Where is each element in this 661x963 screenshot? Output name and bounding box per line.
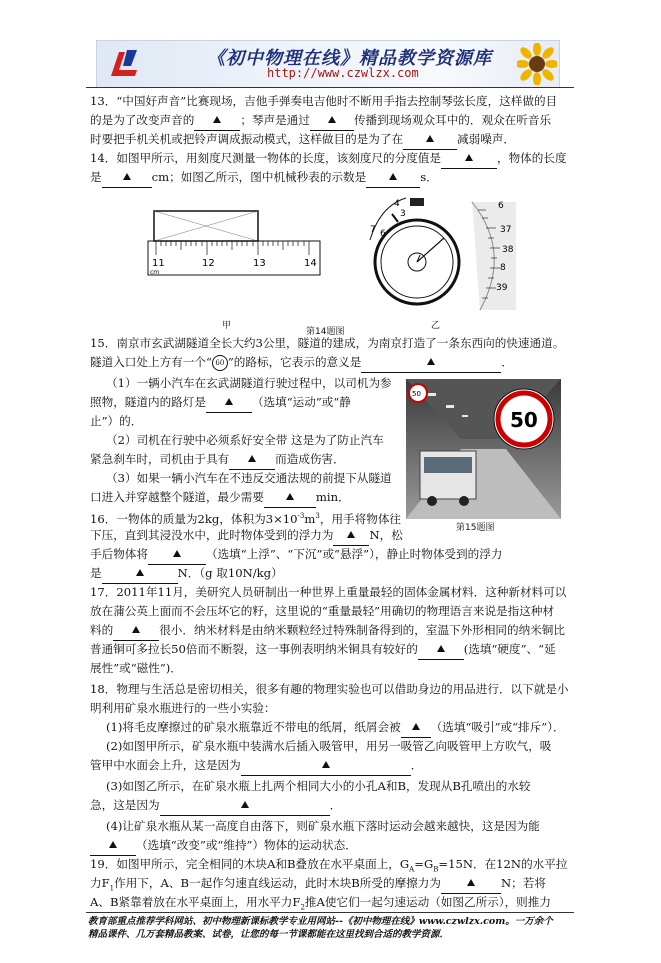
q14-line2: 是 cm；如图乙所示，图中机械秒表的示数是 s． [90,168,438,188]
ruler-tick-14: 14 [304,258,317,269]
watch-big-tick-37: 37 [500,225,512,235]
q16-line4: 是 N．（g 取10N/kg） [90,564,283,584]
header-rule [86,87,574,88]
q13-line2: 的是为了改变声音的 ；琴声是通过 传播到现场观众耳中的．观众在听音乐 [90,111,551,131]
q16-blank2[interactable] [148,545,206,565]
watch-big-tick-38: 38 [502,245,514,255]
q19-line2: 力$F_1$作用下，A、B一起作匀速直线运动，此时木块B所受的摩擦力为 N；若将 [90,876,546,893]
q18-p4-line1: (4)让矿泉水瓶从某一高度自由落下，则矿泉水瓶下落时运动会越来越快，这是因为能 [106,819,540,833]
q15-p1-line3: 止”）的． [90,414,143,428]
watch-small-tick-6: 6 [380,229,386,239]
footer-line2: 精品课件、几万套精品教案、试卷，让您的每一节课都能在这里找到合适的教学资源． [88,929,450,940]
q15-line1: 15．南京市玄武湖隧道全长大约3公里，隧道的建成，为南京打造了一条东西向的快速通道。 [90,336,565,350]
q18-p3-line1: (3)如图乙所示，在矿泉水瓶上扎两个相同大小的小孔A和B，发现从B孔喷出的水较 [106,779,531,793]
q13-line1: 13．“中国好声音”比赛现场，吉他手弹奏电吉他时不断用手指去控制琴弦长度，这样做的目 [90,94,558,108]
footer-line1: 教育部重点推荐学科网站、初中物理新课标教学专业用网站--《初中物理在线》www.czwlzx.com。一万余个 [88,916,553,927]
q18-p2-line1: (2)如图甲所示，矿泉水瓶中装满水后插入吸管甲，用另一吸管乙向吸管甲上方吹气，吸 [106,739,552,753]
q14-blank1[interactable] [441,149,497,169]
q19-line3: A、B紧靠着放在水平桌面上，用水平力$F_2$推A使它们一起匀速运动（如图乙所示），则推力 [90,895,551,912]
q17-blank2[interactable] [418,640,464,660]
q16-blank3[interactable] [102,564,178,584]
q14-blank3[interactable] [366,168,420,188]
q15-p2-line1: （2）司机在行驶中必须系好安全带 这是为了防止汽车 [106,433,384,447]
watch-big-tick-8: 8 [500,263,506,273]
tunnel-photo [406,379,561,519]
q18-p1: (1)将毛皮摩擦过的矿泉水瓶靠近不带电的纸屑，纸屑会被 （选填“吸引”或“排斥”）． [106,718,565,738]
q17-line1: 17．2011年11月，美研究人员研制出一种世界上重量最轻的固体金属材料．这种新材料可以 [90,585,567,599]
ruler-tick-13: 13 [253,258,266,269]
watch-big-tick-39: 39 [496,283,508,293]
q17-line4: 普通铜可多拉长50倍而不断裂，这一事例表明纳米铜具有较好的 (选填“硬度”、“延 [90,640,556,660]
q18-blank2[interactable] [241,756,411,776]
q18-p2-line2: 管甲中水面会上升，这是因为 ． [90,756,422,776]
q17-line2: 放在蒲公英上面而不会压坏它的籽，这里说的“重量最轻”用确切的物理语言来说是指这种材 [90,604,555,618]
fig14-label-b: 乙 [431,321,441,331]
header-banner [96,40,560,88]
q14-line1: 14．如图甲所示，用刻度尺测量一物体的长度，该刻度尺的分度值是 ，物体的长度 [90,149,567,169]
q15-line2: 隧道入口处上方有一个“ 60 ”的路标，它表示的意义是 ． [90,353,513,373]
q18-line1: 18．物理与生活总是密切相关，很多有趣的物理实验也可以借助身边的用品进行．以下就是小 [90,682,569,696]
speed-sign-icon: 60 [212,355,228,371]
photo-small-sign-text: 50 [412,390,421,398]
ruler-tick-12: 12 [202,258,215,269]
fig14-caption: 第14题图 [306,327,345,337]
q15-blank1[interactable] [361,353,501,373]
q17-line5: 展性”或“磁性”)． [90,661,182,675]
q17-line3: 料的 很小．纳米材料是由纳米颗粒经过特殊制备得到的，室温下外形相同的纳米铜比 [90,621,565,641]
q15-blank2[interactable] [206,393,252,413]
q13-blank3[interactable] [403,130,457,150]
footer-text [88,915,578,941]
q18-p4-line2: （选填“改变”或“维持”）物体的运动状态． [90,836,357,856]
q18-blank1[interactable] [401,718,431,738]
stopwatch-figure [360,196,520,314]
watch-small-tick-4: 4 [394,199,400,209]
fig14-label-a: 甲 [222,321,232,331]
ruler-tick-11: 11 [152,258,165,269]
q15-blank3[interactable] [229,450,275,470]
q18-line2: 明利用矿泉水瓶进行的一些小实验： [90,701,276,715]
q15-p1-line2: 照物，隧道内的路灯是 （选填“运动”或“静 [90,393,351,413]
watch-small-tick-7: 7 [370,225,376,235]
q13-blank1[interactable] [194,111,240,131]
watch-small-tick-3: 3 [400,209,406,219]
watch-big-tick-6: 6 [498,201,504,211]
q15-p1-line1: （1）一辆小汽车在玄武湖隧道行驶过程中，以司机为参 [106,376,392,390]
footer-rule [86,912,574,913]
q19-blank1[interactable] [441,874,501,894]
q16-line2: 下压，直到其浸没水中，此时物体受到的浮力为 N，松 [90,526,403,546]
q13-blank2[interactable] [310,111,354,131]
fig15-caption: 第15题图 [456,523,495,533]
q18-blank3[interactable] [160,796,330,816]
q18-blank4[interactable] [90,836,136,856]
banner-title: 《初中物理在线》精品教学资源库 [207,48,492,69]
q16-blank1[interactable] [333,526,369,546]
q17-blank1[interactable] [113,621,159,641]
q15-p3-line1: （3）如果一辆小汽车在不违反交通法规的前提下从隧道 [106,471,392,485]
q19-line1: 19．如图甲所示，完全相同的木块A和B叠放在水平桌面上，$G_A=G_B=15N$．在12N的水平拉 [90,857,568,874]
sunflower-icon [517,43,557,85]
q15-blank4[interactable] [264,488,316,508]
q15-p3-line2: 口进入并穿越整个隧道，最少需要 min． [90,488,350,508]
q14-blank2[interactable] [102,168,152,188]
q15-p2-line2: 紧急刹车时，司机由于具有 而造成伤害． [90,450,345,470]
q16-line1: 16．一物体的质量为2kg，体积为$3\times 10^{-3}m^3$，用手将物体往 [90,511,402,526]
ruler-figure [146,203,322,285]
ruler-unit: cm [150,269,160,276]
q16-line3: 手后物体将 （选填“上浮”、“下沉”或“悬浮”），静止时物体受到的浮力 [90,545,502,565]
q18-p3-line2: 急，这是因为 ． [90,796,341,816]
q13-line3: 时要把手机关机或把铃声调成振动模式，这样做目的是为了在 减弱噪声． [90,130,515,150]
banner-url[interactable]: http://www.czwlzx.com [267,66,419,80]
site-logo-icon [107,46,145,82]
photo-speed-sign-text: 50 [510,408,538,432]
